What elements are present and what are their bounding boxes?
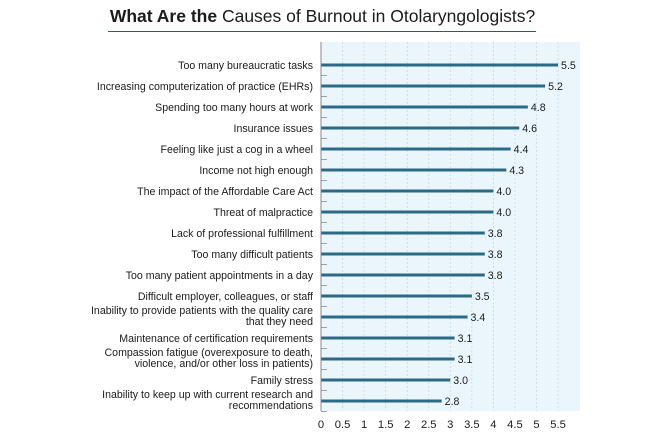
- value-label: 4.3: [509, 165, 525, 177]
- category-label: Family stress: [250, 375, 313, 387]
- category-label: [102, 389, 313, 412]
- x-tick-label: 1.5: [377, 419, 394, 431]
- value-label: 3.4: [470, 312, 486, 324]
- category-label: Insurance issues: [233, 123, 313, 135]
- value-label: 4.4: [513, 144, 529, 156]
- x-tick-label: 1: [360, 419, 368, 431]
- bar: [321, 190, 493, 193]
- value-label: 3.1: [457, 354, 473, 366]
- bar: [321, 232, 485, 235]
- category-label: [91, 305, 313, 328]
- value-label: 2.8: [444, 396, 460, 408]
- category-label: Too many patient appointments in a day: [125, 270, 313, 282]
- x-tick-label: 5: [533, 419, 540, 431]
- x-tick-label: 4: [490, 419, 497, 431]
- bar: [321, 337, 455, 340]
- x-tick-label: 2.5: [420, 419, 437, 431]
- x-tick-label: 3.5: [464, 419, 480, 431]
- category-label: Threat of malpractice: [213, 207, 313, 219]
- value-label: 4.0: [496, 207, 512, 219]
- category-label: Spending too many hours at work: [155, 102, 313, 114]
- x-tick-label: 2: [404, 419, 411, 431]
- bar: [321, 106, 528, 109]
- value-label: 5.5: [561, 60, 576, 72]
- category-label: Too many bureaucratic tasks: [178, 60, 313, 72]
- category-label-line: recommendations: [228, 400, 313, 412]
- category-label-line: Compassion fatigue (overexposure to death,: [104, 347, 313, 359]
- chart-title-rest: Causes of Burnout in Otolaryngologists?: [217, 6, 536, 26]
- category-label: Feeling like just a cog in a wheel: [160, 144, 313, 156]
- category-label-line: violence, and/or other loss in patients): [134, 358, 313, 370]
- x-tick-label: 5.5: [550, 419, 566, 431]
- x-tick-label: 4.5: [507, 419, 523, 431]
- bar: [321, 274, 485, 277]
- x-tick-label: 0: [317, 419, 325, 431]
- bar: [321, 169, 506, 172]
- category-label: Lack of professional fulfillment: [171, 228, 313, 240]
- category-label-line: that they need: [245, 316, 313, 328]
- bar: [321, 379, 450, 382]
- bar: [321, 400, 442, 403]
- category-label: Too many difficult patients: [191, 249, 313, 261]
- x-tick-label: 0.5: [334, 419, 351, 431]
- category-label-line: Inability to provide patients with the quality care: [90, 305, 313, 317]
- category-label: Difficult employer, colleagues, or staff: [137, 291, 313, 303]
- category-label: [105, 347, 313, 370]
- value-label: 3.1: [457, 333, 473, 345]
- bar: [321, 295, 472, 298]
- value-label: 4.8: [530, 102, 546, 114]
- value-label: 3.8: [487, 249, 503, 261]
- bar: [321, 64, 558, 67]
- x-tick-label: 3: [447, 419, 454, 431]
- bar: [321, 148, 511, 151]
- bar: [321, 211, 493, 214]
- category-label: Maintenance of certification requirements: [119, 333, 313, 345]
- category-label: Increasing computerization of practice (EHRs): [96, 81, 313, 93]
- bar: [321, 85, 545, 88]
- value-label: 3.0: [453, 375, 469, 387]
- bar: [321, 358, 455, 361]
- bar: [321, 253, 485, 256]
- bar: [321, 316, 468, 319]
- category-label: Income not high enough: [199, 165, 313, 177]
- category-label-line: Inability to keep up with current research and: [102, 389, 313, 401]
- value-label: 3.8: [487, 228, 503, 240]
- category-label: The impact of the Affordable Care Act: [137, 186, 313, 198]
- value-label: 4.0: [496, 186, 512, 198]
- value-label: 5.2: [548, 81, 563, 93]
- bar: [321, 127, 519, 130]
- value-label: 4.6: [522, 123, 537, 135]
- category-labels: [91, 60, 314, 412]
- value-label: 3.8: [487, 270, 503, 282]
- chart-title-bold: What Are the: [109, 6, 218, 26]
- value-label: 3.5: [474, 291, 490, 303]
